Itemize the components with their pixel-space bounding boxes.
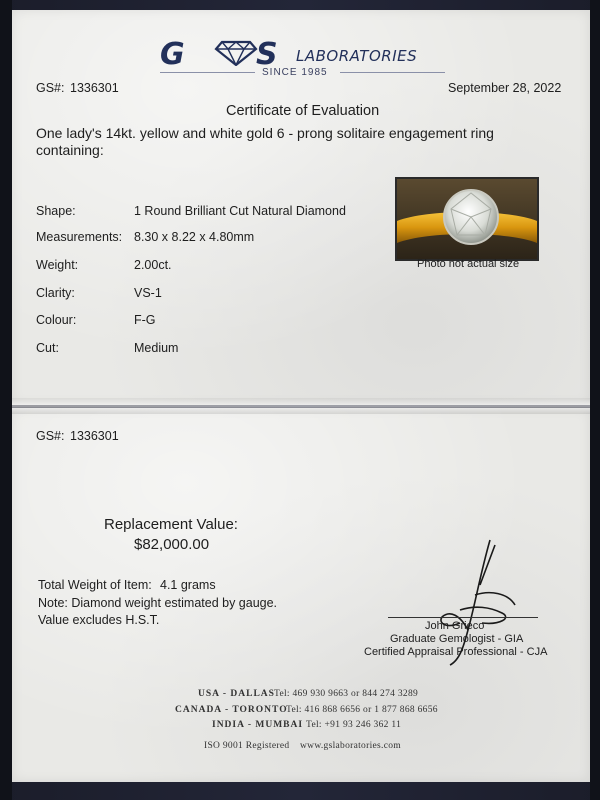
certificate-date: September 28, 2022 <box>448 81 562 95</box>
detail-label-shape: Shape: <box>36 204 76 218</box>
footer-city-india: INDIA - MUMBAI <box>212 720 304 730</box>
detail-value-clarity: VS-1 <box>134 286 162 300</box>
detail-value-shape: 1 Round Brilliant Cut Natural Diamond <box>134 204 346 218</box>
gs-number-label: GS#: <box>36 81 65 95</box>
replacement-value: $82,000.00 <box>134 536 210 553</box>
logo-laboratories-text: LABORATORIES <box>296 47 418 65</box>
page-fold <box>12 398 590 414</box>
svg-text:S: S <box>256 38 280 70</box>
detail-value-measurements: 8.30 x 8.22 x 4.80mm <box>134 230 255 244</box>
ring-photo <box>395 177 539 261</box>
total-weight-label: Total Weight of Item: <box>38 578 152 592</box>
replacement-value-label: Replacement Value: <box>104 516 238 533</box>
certificate-title: Certificate of Evaluation <box>226 103 380 119</box>
footer-city-canada: CANADA - TORONTO <box>175 705 288 715</box>
detail-label-weight: Weight: <box>36 258 79 272</box>
detail-value-cut: Medium <box>134 341 179 355</box>
svg-text:G: G <box>160 38 187 70</box>
signer-title-cja: Certified Appraisal Professional - CJA <box>364 646 548 658</box>
gs-number: 1336301 <box>70 81 119 95</box>
signer-title-gia: Graduate Gemologist - GIA <box>390 633 524 645</box>
signer-name: John Grieco <box>425 620 485 632</box>
footer-city-usa: USA - DALLAS <box>198 689 275 699</box>
detail-label-measurements: Measurements: <box>36 230 123 244</box>
detail-value-weight: 2.00ct. <box>134 258 172 272</box>
lower-gs-number: 1336301 <box>70 429 119 443</box>
iso-registration: ISO 9001 Registered <box>204 741 290 751</box>
gs-laboratories-logo <box>160 38 445 86</box>
logo-rule-right <box>340 72 445 73</box>
weight-note: Note: Diamond weight estimated by gauge. <box>38 596 278 610</box>
detail-value-colour: F-G <box>134 313 156 327</box>
logo-rule-left <box>160 72 255 73</box>
detail-label-clarity: Clarity: <box>36 286 75 300</box>
photo-caption: Photo not actual size <box>417 258 520 270</box>
folder-edge-left <box>0 0 12 800</box>
lower-gs-number-label: GS#: <box>36 429 65 443</box>
detail-label-cut: Cut: <box>36 341 59 355</box>
item-description: One lady's 14kt. yellow and white gold 6 - prong solitaire engagement ring containing: <box>36 125 494 158</box>
tax-note: Value excludes H.S.T. <box>38 613 160 627</box>
detail-label-colour: Colour: <box>36 313 77 327</box>
signature-line <box>388 617 538 618</box>
ring-photo-image <box>397 179 537 259</box>
total-weight-value: 4.1 grams <box>160 578 216 592</box>
footer-phone-canada: Tel: 416 868 6656 or 1 877 868 6656 <box>286 705 438 715</box>
folder-edge-right <box>590 0 600 800</box>
logo-since: SINCE 1985 <box>262 67 328 78</box>
footer-phone-usa: Tel: 469 930 9663 or 844 274 3289 <box>274 689 419 699</box>
website-link[interactable]: www.gslaboratories.com <box>300 741 401 751</box>
diamond-icon <box>214 40 258 66</box>
footer-phone-india: Tel: +91 93 246 362 11 <box>306 720 402 730</box>
